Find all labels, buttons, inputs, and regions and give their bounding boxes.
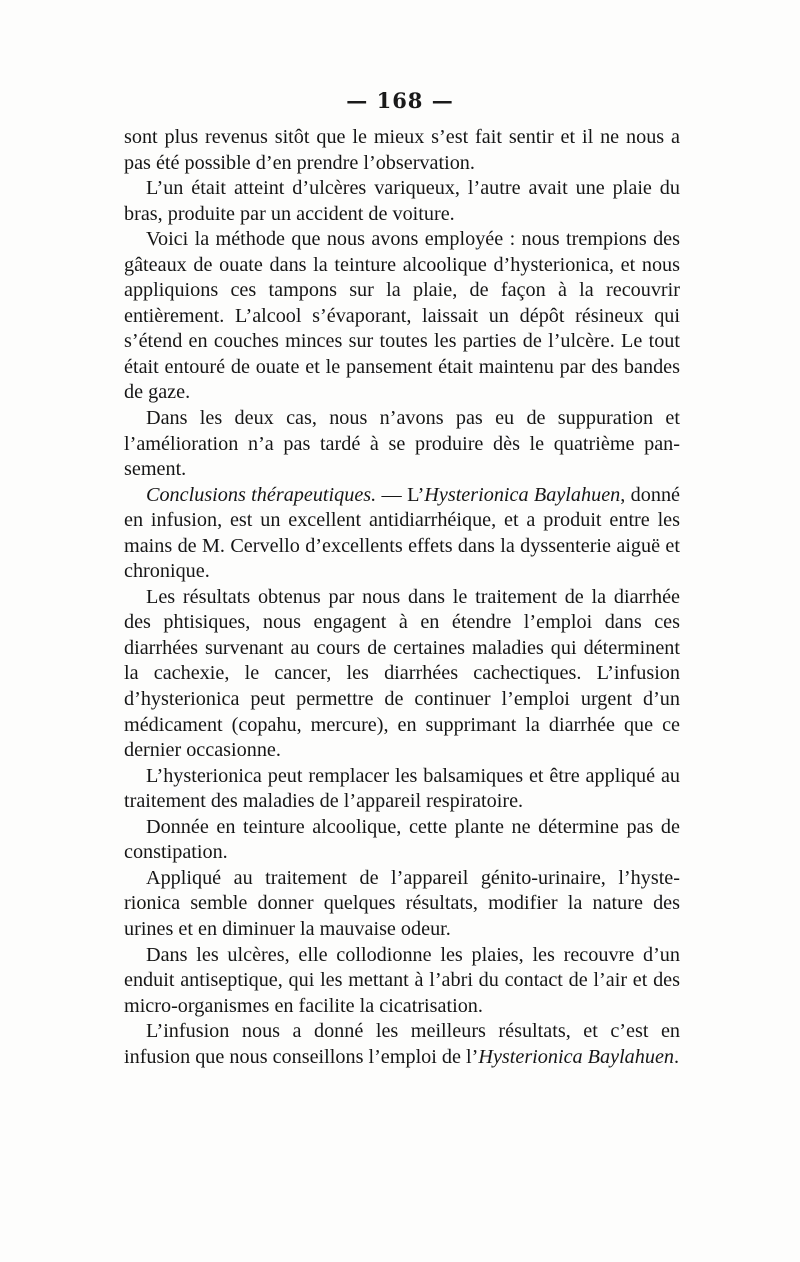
- em-dash: —: [376, 483, 408, 506]
- paragraph-text: L’infusion nous a donné les meilleurs résultats, et c’est en infusion que nous conseillons l’emploi de l’: [124, 1020, 680, 1068]
- paragraph-text: , donné en infusion, est un excellent antidiarrhéique, et a produit entre les mains de M. Cervello d’excellents effets dans la dyssenterie aiguë et chronique.: [124, 483, 680, 583]
- species-name: Hysterionica Baylahuen: [424, 483, 621, 506]
- paragraph: Donnée en teinture alcoolique, cette plante ne détermine pas de constipation.: [124, 815, 680, 864]
- paragraph-end: .: [674, 1045, 680, 1068]
- paragraph-conclusions: [124, 483, 680, 585]
- species-name: Hysterionica Baylahuen: [478, 1045, 675, 1068]
- article: L’: [407, 483, 425, 506]
- paragraph: Dans les deux cas, nous n’avons pas eu de suppuration et l’amélioration n’a pas tardé à se produire dès le quatrième pansement.: [124, 407, 680, 481]
- paragraph: Les résultats obtenus par nous dans le traitement de la diarrhée des phtisiques, nous engagent à en étendre l’emploi dans ces diarrhées survenant au cours de certaines maladies qui déterminent la cachexie, le cancer, les diarrhées cachectiques. L’infusion d’hysterionica peut permettre de continuer l’emploi urgent d’un médicament (copahu, mercure), en supprimant la diarrhée que ce dernier occasionne.: [124, 585, 680, 762]
- paragraph: Appliqué au traitement de l’appareil génito-urinaire, l’hysterionica semble donner quelques résultats, modifier la nature des urines et en diminuer la mauvaise odeur.: [124, 866, 680, 940]
- paragraph: sont plus revenus sitôt que le mieux s’est fait sentir et il ne nous a pas été possible d’en prendre l’observation.: [124, 126, 680, 174]
- paragraph: Dans les ulcères, elle collodionne les plaies, les recouvre d’un enduit antiseptique, qui les mettant à l’abri du contact de l’air et des micro-organismes en facilite la cicatrisation.: [124, 943, 680, 1017]
- paragraph: L’hysterionica peut remplacer les balsamiques et être appliqué au traitement des maladies de l’appareil respiratoire.: [124, 764, 680, 813]
- section-heading: Conclusions thérapeutiques.: [146, 483, 377, 506]
- paragraph: Voici la méthode que nous avons employée : nous trempions des gâteaux de ouate dans la teinture alcoolique d’hysterionica, et nous appliquions ces tampons sur la plaie, de façon à la recouvrir entièrement. L’alcool s’évaporant, laissait un dépôt résineux qui s’étend en couches minces sur toutes les parties de l’ulcère. Le tout était entouré de ouate et le pansement était maintenu par des bandes de gaze.: [124, 228, 680, 404]
- body-text: [124, 125, 680, 1070]
- paragraph-final: [124, 1019, 680, 1070]
- paragraph: L’un était atteint d’ulcères variqueux, l’autre avait une plaie du bras, produite par un accident de voiture.: [124, 177, 680, 225]
- page-number: — 168 —: [346, 88, 454, 113]
